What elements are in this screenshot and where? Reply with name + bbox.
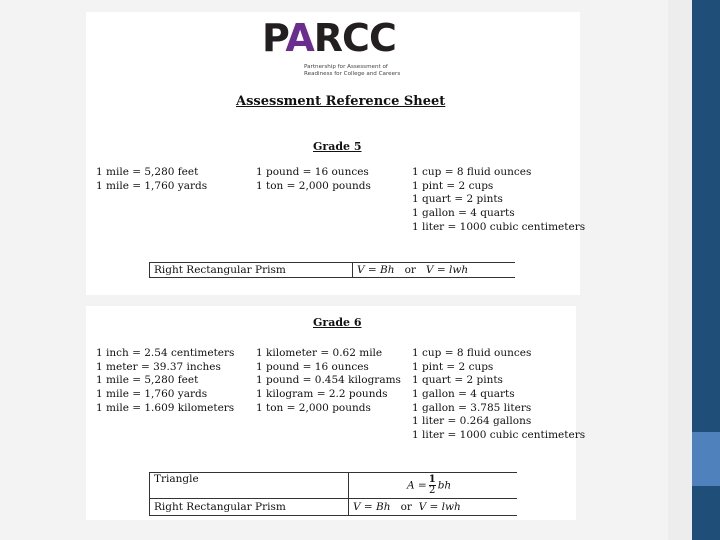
grade6-length-column: [96, 347, 234, 415]
conversion-item: 1 kilogram = 2.2 pounds: [256, 388, 388, 401]
grade6-volume-column: [412, 347, 585, 443]
conversion-item: 1 gallon = 4 quarts: [412, 207, 515, 220]
grade5-volume-column: [412, 166, 585, 234]
grade6-heading: Grade 6: [313, 316, 362, 329]
conversion-item: 1 mile = 1,760 yards: [96, 179, 208, 192]
formula-expression: [349, 499, 518, 516]
formula-part: bh: [437, 479, 452, 492]
conversion-item: 1 mile = 5,280 feet: [96, 374, 199, 387]
conversion-item: 1 inch = 2.54 centimeters: [96, 347, 235, 359]
conversion-item: 1 pint = 2 cups: [412, 179, 494, 192]
formula-or: or: [400, 501, 412, 513]
conversion-item: 1 mile = 1.609 kilometers: [96, 401, 235, 414]
conversion-item: 1 pound = 16 ounces: [256, 166, 369, 178]
logo-letter-a: A: [285, 16, 314, 60]
formula-shape-name: Right Rectangular Prism: [150, 263, 353, 278]
conversion-item: 1 liter = 0.264 gallons: [412, 415, 532, 428]
fraction-numerator: 1: [428, 474, 436, 485]
grade5-heading: Grade 5: [313, 140, 362, 153]
formula-part: A =: [407, 479, 427, 492]
conversion-item: 1 liter = 1000 cubic centimeters: [412, 429, 586, 442]
formula-or: or: [404, 264, 416, 276]
formula-part: V = lwh: [418, 501, 461, 513]
conversion-item: 1 gallon = 4 quarts: [412, 388, 515, 401]
conversion-item: 1 pint = 2 cups: [412, 360, 494, 373]
logo-letters-rcc: RCC: [313, 16, 396, 60]
grade5-weight-column: [256, 166, 371, 193]
slide-side-panel: [668, 0, 692, 540]
conversion-item: 1 ton = 2,000 pounds: [256, 179, 371, 192]
sheet-title: Assessment Reference Sheet: [236, 94, 446, 109]
conversion-item: 1 quart = 2 pints: [412, 374, 503, 387]
fraction-denominator: 2: [429, 485, 436, 496]
logo-letter-p: P: [262, 16, 286, 60]
conversion-item: 1 meter = 39.37 inches: [96, 360, 221, 373]
grade5-formula-table: [149, 262, 515, 278]
formula-expression: [349, 473, 518, 499]
conversion-item: 1 pound = 0.454 kilograms: [256, 374, 401, 387]
conversion-item: 1 mile = 1,760 yards: [96, 388, 208, 401]
conversion-item: 1 mile = 5,280 feet: [96, 166, 199, 178]
formula-row-prism: [150, 263, 516, 278]
parcc-logo: [262, 18, 412, 80]
grade5-length-column: [96, 166, 207, 193]
logo-subtitle: Partnership for Assessment of Readiness for College and Careers: [304, 64, 401, 77]
formula-expression: [353, 263, 516, 278]
formula-row-prism: [150, 499, 518, 516]
formula-part: V = Bh: [357, 264, 395, 276]
formula-shape-name: Triangle: [150, 473, 349, 499]
fraction: [429, 475, 436, 496]
formula-shape-name: Right Rectangular Prism: [150, 499, 349, 516]
formula-part: V = lwh: [425, 264, 469, 276]
conversion-item: 1 gallon = 3.785 liters: [412, 401, 532, 414]
formula-part: V = Bh: [353, 501, 391, 513]
conversion-item: 1 kilometer = 0.62 mile: [256, 347, 383, 359]
conversion-item: 1 pound = 16 ounces: [256, 360, 369, 373]
grade6-formula-table: [149, 472, 517, 516]
formula-row-triangle: [150, 473, 518, 499]
slide-accent-block: [692, 432, 720, 486]
parcc-wordmark: [262, 18, 396, 58]
conversion-item: 1 quart = 2 pints: [412, 193, 503, 206]
conversion-item: 1 cup = 8 fluid ounces: [412, 347, 532, 359]
grade6-weight-column: [256, 347, 401, 415]
conversion-item: 1 ton = 2,000 pounds: [256, 401, 371, 414]
conversion-item: 1 cup = 8 fluid ounces: [412, 166, 532, 178]
conversion-item: 1 liter = 1000 cubic centimeters: [412, 220, 586, 233]
